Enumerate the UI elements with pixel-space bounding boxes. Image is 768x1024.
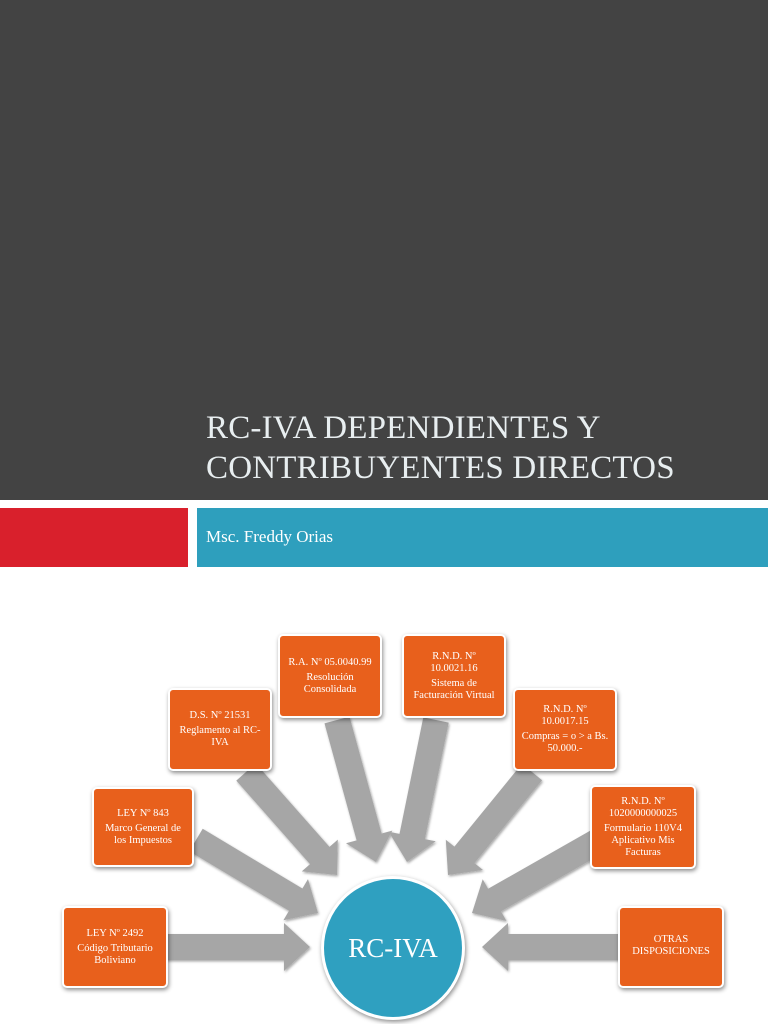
node-heading: OTRAS DISPOSICIONES [632,933,710,957]
node-description: Marco General de los Impuestos [105,822,181,846]
node-description: Compras = o > a Bs. 50.000.- [521,731,609,754]
node-heading: LEY Nº 843 [117,807,169,819]
node-heading: LEY Nº 2492 [86,927,144,939]
slide-title-line-1: RC-IVA DEPENDIENTES Y [206,410,601,446]
connector-arrow-6 [446,764,542,875]
node-heading: R.N.D. Nº 10.0017.15 [541,704,589,727]
connector-arrow-5 [389,717,449,862]
node-description: Código Tributario Boliviano [77,942,153,966]
diagram-node-ds-21531 [168,688,272,771]
node-description: Reglamento al RC-IVA [179,725,261,748]
center-label: RC-IVA [348,932,438,963]
diagram-node-ley-843 [92,787,194,867]
diagram-node-ley-2492 [62,906,168,988]
node-heading: R.A. Nº 05.0040.99 [288,656,372,668]
connector-arrow-8 [482,923,620,971]
node-heading: R.N.D. Nº 10.0021.16 [430,650,478,674]
connector-arrow-1 [166,923,310,971]
diagram-node-rnd-10002116 [402,634,506,718]
diagram-node-otras-disposiciones [618,906,724,988]
slide-subtitle: Msc. Freddy Orias [206,527,334,546]
node-description: Resolución Consolidada [303,671,357,695]
diagram-node-rnd-1020000000025 [590,785,696,869]
connector-arrow-4 [325,717,393,862]
diagram-center-node [321,876,465,1020]
slide-title-line-2: CONTRIBUYENTES DIRECTOS [206,450,675,486]
node-description: Formulario 110V4 Aplicativo Mis Facturas [603,822,683,858]
diagram-node-rnd-10001715 [513,688,617,771]
node-heading: R.N.D. Nº 1020000000025 [608,795,678,819]
node-description: Sistema de Facturación Virtual [413,677,495,701]
node-heading: D.S. Nº 21531 [189,710,251,721]
connector-arrow-7 [472,829,606,921]
diagram-node-ra-05004099 [278,634,382,718]
